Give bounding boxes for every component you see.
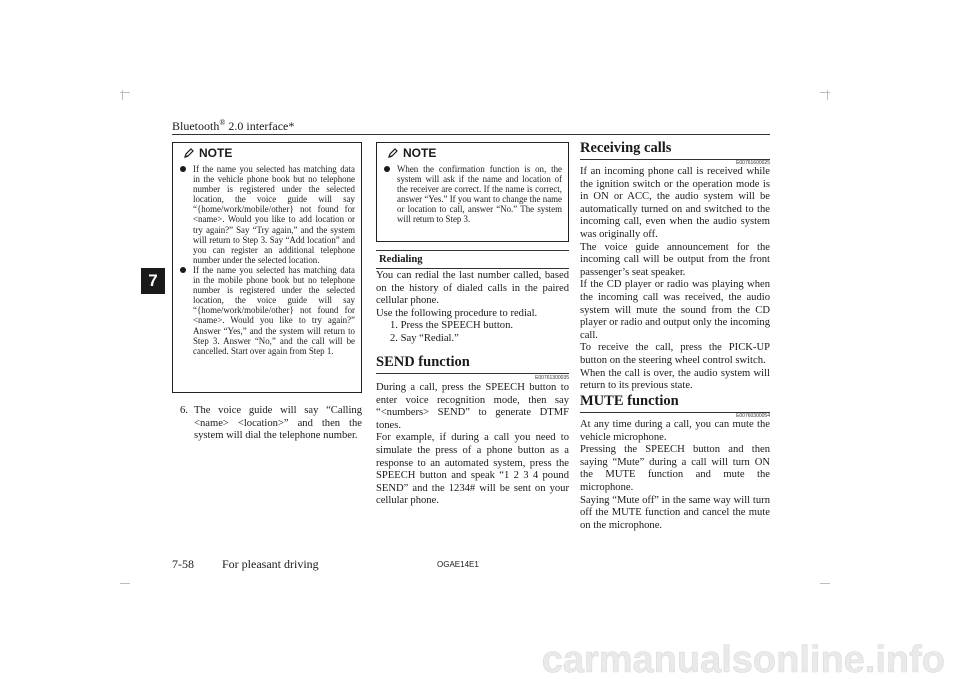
mute-paragraph: Saying “Mute off” in the same way will turn off the MUTE function and cancel the mute on the microphone. — [580, 494, 770, 531]
chapter-tab: 7 — [141, 268, 165, 294]
receiving-paragraph: The voice guide announcement for the incoming call will be output from the front passenger’s seat speaker. — [580, 241, 770, 278]
note-label: NOTE — [403, 146, 437, 160]
step-text: The voice guide will say “Calling <name> <location>” and then the system will dial the telephone number. — [194, 405, 362, 442]
footer-code: OGAE14E1 — [437, 560, 479, 569]
redialing-step: 2. Say “Redial.” — [390, 332, 459, 344]
receiving-paragraph: To receive the call, press the PICK-UP button on the steering wheel control switch. — [580, 342, 770, 366]
mute-function-code: E00760300054 — [736, 413, 770, 419]
note-header — [183, 146, 355, 160]
header-title-main: Bluetooth — [172, 119, 220, 133]
note-item-text: When the confirmation function is on, the system will ask if the name and location of the receiver are correct. If the name is correct, answer “Yes.” If you want to change the name or location to call, answer “No.” The system will return to Step 3. — [397, 164, 562, 225]
note-item-text: If the name you selected has matching data in the mobile phone book but no telephone number is registered under the selected location, the voice guide will say “{home/work/mobile/other} not found for <name>. Would you like to try again?” Answer “Yes,” and the system will return to Step 3. Answer “No,” and the call will be cancelled. Start over again from Step 1. — [193, 264, 355, 356]
mute-function-heading: MUTE function — [580, 393, 770, 413]
mute-paragraph: Pressing the SPEECH button and then saying “Mute” during a call will turn ON the MUTE function and mute the microphone. — [580, 444, 770, 493]
note-item — [383, 164, 562, 225]
crop-mark — [120, 583, 130, 584]
note-pencil-icon — [387, 147, 399, 159]
receiving-calls-code: E00761600025 — [736, 160, 770, 166]
receiving-paragraph: If the CD player or radio was playing when the incoming call was received, the audio system will mute the sound from the CD player or radio and output only the incoming call. — [580, 279, 770, 341]
mute-paragraph: At any time during a call, you can mute the vehicle microphone. — [580, 419, 770, 443]
middle-note-box — [376, 142, 569, 242]
crop-mark — [820, 92, 830, 93]
footer-title: For pleasant driving — [222, 557, 319, 571]
redialing-heading: Redialing — [376, 250, 569, 269]
redialing-intro: You can redial the last number called, based on the history of dialed calls in the paired cellular phone. — [376, 270, 569, 307]
note-header — [387, 146, 562, 160]
step-6 — [180, 405, 362, 443]
redialing-body — [376, 270, 569, 346]
send-function-heading: SEND function — [376, 354, 569, 374]
note-item-text: If the name you selected has matching data in the vehicle phone book but no telephone number is registered under the selected location, the voice guide will say “{home/work/mobile/other} not found for <name>. Would you like to add location or try again?” Say “Try again,” and the system will return to Step 3. Say “Add location” and you can register an additional telephone number under the selected location. — [193, 164, 355, 265]
send-paragraph: For example, if during a call you need to simulate the press of a phone button as a response to an automated system, press the SPEECH button and speak “1 2 3 4 pound SEND” and the 1234# will be sent on your cellular phone. — [376, 432, 569, 507]
redialing-lead: Use the following procedure to redial. — [376, 307, 538, 319]
receiving-paragraph: If an incoming phone call is received while the ignition switch or the operation mode is in ON or ACC, the audio system will be automatically turned on and switched to the incoming call, even when the audio system was originally off. — [580, 166, 770, 240]
receiving-calls-heading: Receiving calls — [580, 140, 770, 160]
crop-mark — [820, 583, 830, 584]
send-function-code: E00761300035 — [535, 375, 569, 381]
bullet-icon — [384, 166, 390, 172]
receiving-paragraph: When the call is over, the audio system will return to its previous state. — [580, 367, 770, 392]
registered-mark: ® — [219, 118, 226, 127]
mute-function-body — [580, 419, 770, 532]
footer-page-number: 7-58 — [172, 557, 194, 571]
crop-mark — [122, 90, 123, 100]
send-function-body — [376, 382, 569, 508]
step-number: 6. — [180, 405, 188, 416]
header-rule — [172, 134, 770, 135]
crop-mark — [827, 90, 828, 100]
note-item — [179, 164, 355, 265]
header-title-rest: 2.0 interface* — [225, 119, 295, 133]
bullet-icon — [180, 267, 186, 273]
send-paragraph: During a call, press the SPEECH button to enter voice recognition mode, then say “<numbers> SEND” to generate DTMF tones. — [376, 382, 569, 431]
note-pencil-icon — [183, 147, 195, 159]
redialing-step: 1. Press the SPEECH button. — [390, 320, 514, 332]
page-header-title — [172, 118, 294, 134]
note-item — [179, 265, 355, 356]
watermark-text: carmanualsonline.info — [541, 639, 945, 679]
left-note-box — [172, 142, 362, 393]
receiving-calls-body — [580, 166, 770, 393]
note-label: NOTE — [199, 146, 233, 160]
bullet-icon — [180, 166, 186, 172]
